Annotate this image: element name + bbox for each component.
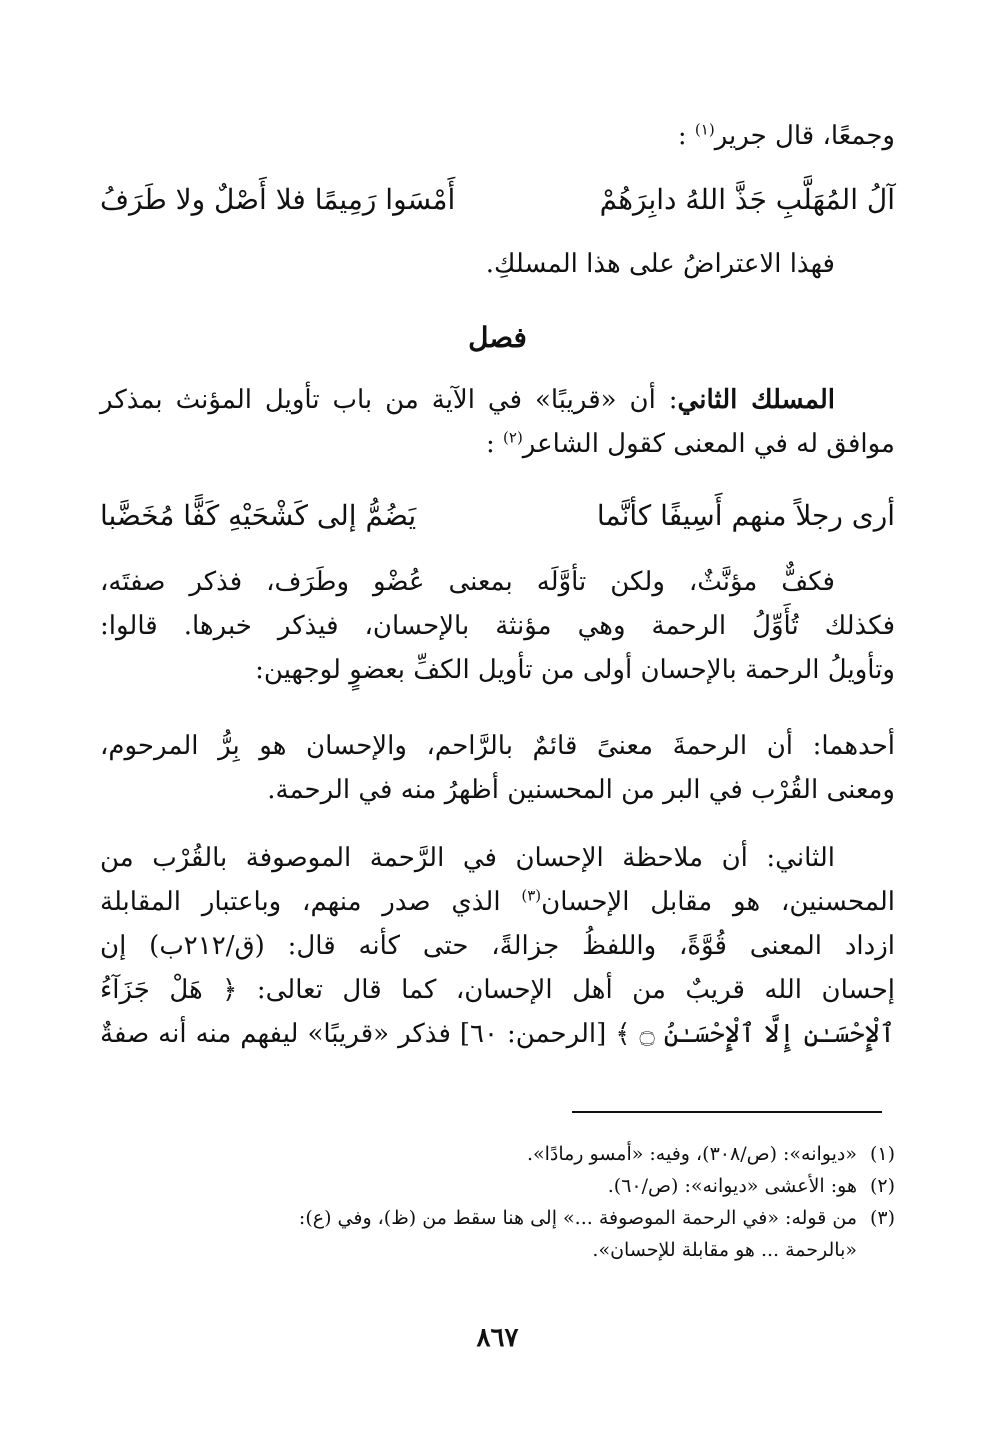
footnote-2 [100,1170,895,1202]
footnote-3-number: (٣) [869,1207,895,1229]
verse-asha-second-hemistich: يَضُمُّ إلى كَشْحَيْهِ كَفًّا مُخَضَّبا [100,499,417,532]
footnote-1-text: «ديوانه»: (ص/٣٠٨)، وفيه: «أمسو رمادًا». [526,1143,857,1165]
footnote-1 [100,1138,895,1170]
verse-jarir [100,178,895,222]
verse-jarir-second-hemistich: أَمْسَوا رَمِيمًا فلا أَصْلٌ ولا طَرَفُ [100,183,456,216]
intro-line [100,114,895,158]
second-reason-line-3: ازداد المعنى قُوَّةً، واللفظُ جزالةً، حتى كأنه قال: (ق/٢١٢ب) إن [100,931,895,961]
kaff-line-3: وتأويلُ الرحمة بالإحسان أولى من تأويل الكفِّ بعضوٍ لوجهين: [255,655,895,685]
footnote-separator [572,1111,882,1113]
footnote-3-text-1: من قوله: «في الرحمة الموصوفة ...» إلى هنا سقط من (ظ)، وفي (ع): [298,1207,857,1229]
maslak-line-2-colon: : [485,429,495,459]
kaff-line-2: فكذلك تُأَوِّلُ الرحمة وهي مؤنثة بالإحسان، فيذكر خبرها. قالوا: [100,611,895,641]
footnote-2-line-1 [100,1170,895,1202]
verse-asha-first-hemistich: أرى رجلاً منهم أَسِيفًا كأنَّما [596,499,895,532]
second-reason-line-2-b: الذي صدر منهم، وباعتبار المقابلة [100,887,522,917]
intro-text: وجمعًا، قال جرير [714,121,895,151]
footnote-3-line-1 [100,1202,895,1234]
second-reason-line-1: الثاني: أن ملاحظة الإحسان في الرَّحمة الموصوفة بالقُرْب من [100,843,835,873]
kaff-paragraph [100,560,895,692]
second-reason-line-5: ٱلْإِحْسَـٰنِ إِلَّا ٱلْإِحْسَـٰنُ ۝ ﴾ [الرحمن: ٦٠] فذكر «قريبًا» ليفهم منه أنه صفةٌ [100,1019,895,1049]
intro-colon: : [677,121,687,151]
footnote-ref-1: (١) [694,120,715,139]
footnote-1-line-1 [100,1138,895,1170]
maslak-line-2 [100,422,895,466]
section-heading: فصل [468,321,527,354]
footnote-ref-2: (٢) [503,428,523,447]
first-reason-line-1: أحدهما: أن الرحمةَ معنىً قائمٌ بالرَّاحم، والإحسان هو بِرُّ المرحوم، [100,731,895,761]
maslak-line-1 [100,378,895,422]
kaff-line-1: فكفٌّ مؤنَّثٌ، ولكن تأوَّلَه بمعنى عُضْو وطَرَف، فذكر صفتَه، [100,567,835,597]
intro-text-line [100,114,895,158]
footnote-2-text: هو: الأعشى «ديوانه»: (ص/٦٠). [607,1175,857,1197]
page-number: ٨٦٧ [476,1323,519,1353]
second-reason-paragraph [100,836,895,1056]
first-reason-line-2: ومعنى القُرْب في البر من المحسنين أظهرُ منه في الرحمة. [267,775,895,805]
footnote-1-number: (١) [869,1143,895,1165]
footnote-3-line-2: «بالرحمة ... هو مقابلة للإحسان». [592,1239,857,1261]
verse-jarir-first-hemistich: آلُ المُهَلَّبِ جَذَّ اللهُ دابِرَهُمْ [599,183,895,216]
verse-asha [100,494,895,538]
maslak-line-1-rest: : أن «قريبًا» في الآية من باب تأويل المؤنث بمذكر [100,385,678,415]
maslak-paragraph [100,378,895,466]
maslak-line-2-text: موافق له في المعنى كقول الشاعر [522,429,895,459]
second-reason-line-4: إحسان الله قريبٌ من أهل الإحسان، كما قال تعالى: ﴿ هَلْ جَزَآءُ [100,975,895,1005]
footnote-3 [100,1202,895,1266]
first-reason-paragraph [100,724,895,812]
footnotes [100,1138,895,1266]
footnote-2-number: (٢) [869,1175,895,1197]
conclusion-line: فهذا الاعتراضُ على هذا المسلكِ. [485,249,835,279]
footnote-ref-3: (٣) [521,886,542,905]
conclusion-paragraph [100,242,835,286]
maslak-label: المسلك الثاني [677,385,835,415]
second-reason-line-2-a: المحسنين، هو مقابل الإحسان [541,887,895,917]
second-reason-line-2 [100,880,895,924]
